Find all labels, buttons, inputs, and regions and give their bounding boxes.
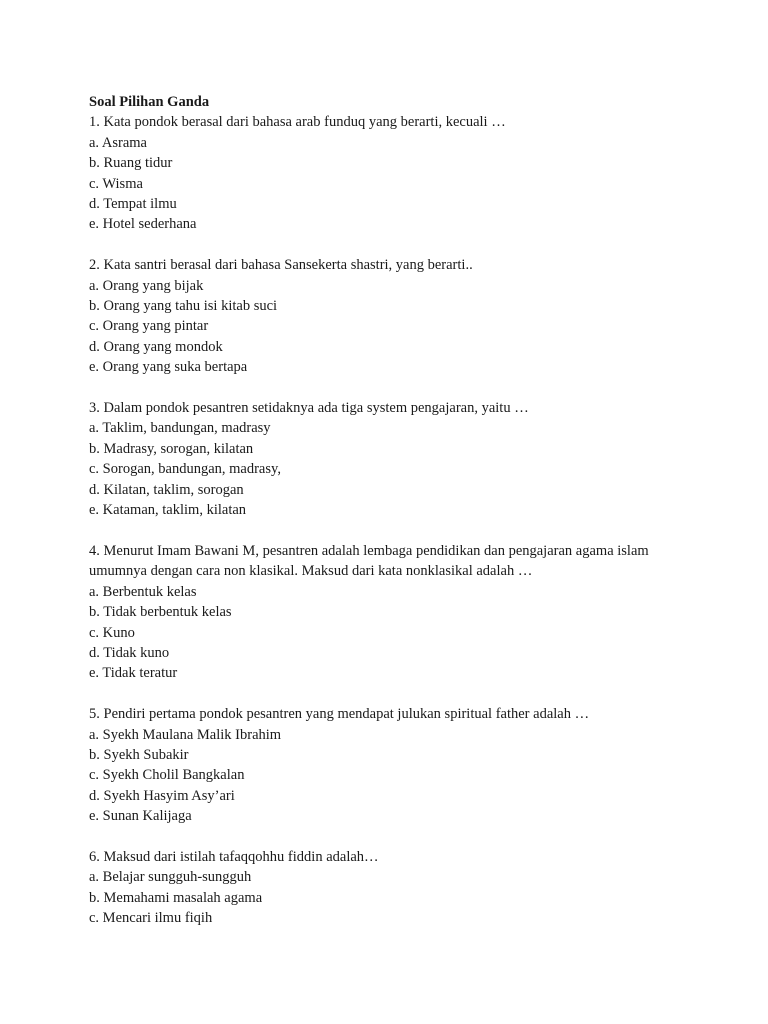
option-c: c. Syekh Cholil Bangkalan — [89, 767, 245, 784]
option-b: b. Orang yang tahu isi kitab suci — [89, 298, 278, 315]
option-c: c. Sorogan, bandungan, madrasy, — [89, 461, 281, 478]
option-b: b. Tidak berbentuk kelas — [89, 604, 232, 621]
question-3 — [89, 398, 689, 520]
option-d: d. Tempat ilmu — [89, 196, 177, 213]
question-text-line-1: 4. Menurut Imam Bawani M, pesantren adalah lembaga pendidikan dan pengajaran agama islam — [89, 542, 649, 559]
question-6 — [89, 847, 689, 929]
option-d: d. Tidak kuno — [89, 644, 170, 661]
question-5 — [89, 704, 689, 826]
question-text: 2. Kata santri berasal dari bahasa Sansekerta shastri, yang berarti.. — [89, 257, 473, 274]
option-e: e. Orang yang suka bertapa — [89, 359, 248, 376]
option-d: d. Orang yang mondok — [89, 338, 223, 355]
question-text: 5. Pendiri pertama pondok pesantren yang mendapat julukan spiritual father adalah … — [89, 706, 590, 723]
option-a: a. Orang yang bijak — [89, 277, 204, 294]
option-c: c. Mencari ilmu fiqih — [89, 910, 213, 927]
option-a: a. Asrama — [89, 134, 147, 151]
option-d: d. Syekh Hasyim Asy’ari — [89, 787, 235, 804]
option-c: c. Orang yang pintar — [89, 318, 209, 335]
question-text: 1. Kata pondok berasal dari bahasa arab funduq yang berarti, kecuali … — [89, 114, 506, 131]
option-a: a. Syekh Maulana Malik Ibrahim — [89, 726, 282, 743]
question-2 — [89, 255, 689, 377]
option-a: a. Taklim, bandungan, madrasy — [89, 420, 271, 437]
document-content — [89, 92, 689, 949]
option-e: e. Kataman, taklim, kilatan — [89, 502, 247, 519]
option-a: a. Belajar sungguh-sungguh — [89, 869, 252, 886]
question-text: 6. Maksud dari istilah tafaqqohhu fiddin adalah… — [89, 848, 379, 865]
option-e: e. Tidak teratur — [89, 665, 178, 682]
option-b: b. Ruang tidur — [89, 155, 173, 172]
option-d: d. Kilatan, taklim, sorogan — [89, 481, 244, 498]
option-e: e. Hotel sederhana — [89, 216, 197, 233]
question-1 — [89, 112, 689, 234]
question-text: 3. Dalam pondok pesantren setidaknya ada tiga system pengajaran, yaitu … — [89, 400, 529, 417]
option-c: c. Kuno — [89, 624, 135, 641]
option-b: b. Syekh Subakir — [89, 746, 189, 763]
option-b: b. Memahami masalah agama — [89, 889, 263, 906]
option-e: e. Sunan Kalijaga — [89, 808, 192, 825]
option-c: c. Wisma — [89, 175, 143, 192]
option-a: a. Berbentuk kelas — [89, 583, 197, 600]
question-4 — [89, 541, 689, 684]
question-text-line-2: umumnya dengan cara non klasikal. Maksud dari kata nonklasikal adalah … — [89, 563, 533, 580]
document-title: Soal Pilihan Ganda — [89, 94, 210, 110]
option-b: b. Madrasy, sorogan, kilatan — [89, 440, 254, 457]
